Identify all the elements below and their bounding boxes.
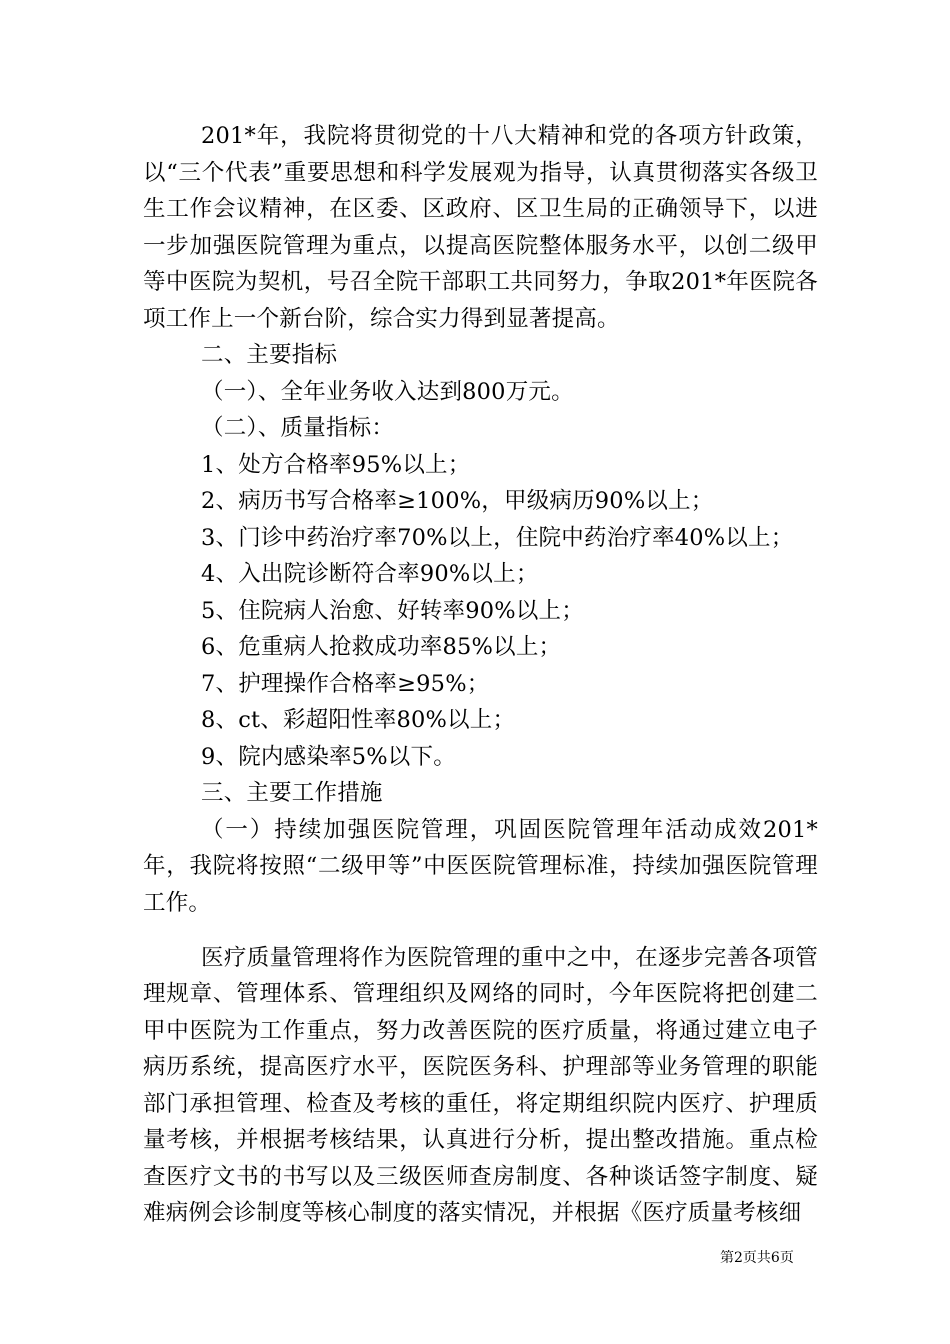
document-page	[143, 118, 818, 1232]
list-item: 9、院内感染率5%以下。	[201, 743, 456, 770]
list-item: 7、护理操作合格率≥95%；	[201, 670, 490, 697]
list-item: 4、入出院诊断符合率90%以上；	[201, 561, 539, 587]
list-item: 2、病历书写合格率≥100%，甲级病历90%以上；	[201, 488, 714, 514]
list-item: 3、门诊中药治疗率70%以上，住院中药治疗率40%以上；	[201, 524, 794, 551]
measure-paragraph-1: （一）持续加强医院管理，巩固医院管理年活动成效201*年，我院将按照“二级甲等”中医医院管理标准，持续加强医院管理工作。	[143, 816, 818, 916]
list-item: 6、危重病人抢救成功率85%以上；	[201, 634, 562, 660]
list-item: 8、ct、彩超阳性率80%以上；	[201, 707, 516, 733]
quality-management-paragraph: 医疗质量管理将作为医院管理的重中之中，在逐步完善各项管理规章、管理体系、管理组织及网络的同时，今年医院将把创建二甲中医院为工作重点，努力改善医院的医疗质量，将通过建立电子病历系统，提高医疗水平，医院医务科、护理部等业务管理的职能部门承担管理、检查及考核的重任，将定期组织院内医疗、护理质量考核，并根据考核结果，认真进行分析，提出整改措施。重点检查医疗文书的书写以及三级医师查房制度、各种谈话签字制度、疑难病例会诊制度等核心制度的落实情况，并根据《医疗质量考核细	[143, 944, 818, 1226]
list-item: 1、处方合格率95%以上；	[201, 451, 471, 478]
section-heading-main-indicators: 二、主要指标	[201, 342, 338, 368]
intro-paragraph: 201*年，我院将贯彻党的十八大精神和党的各项方针政策，以“三个代表”重要思想和科学发展观为指导，认真贯彻落实各级卫生工作会议精神，在区委、区政府、区卫生局的正确领导下，以进一步加强医院管理为重点，以提高医院整体服务水平，以创二级甲等中医院为契机，号召全院干部职工共同努力，争取201*年医院各项工作上一个新台阶，综合实力得到显著提高。	[143, 123, 818, 332]
section-heading-work-measures: 三、主要工作措施	[201, 780, 383, 806]
list-item: 5、住院病人治愈、好转率90%以上；	[201, 597, 584, 624]
indicator-revenue: （一）、全年业务收入达到800万元。	[201, 378, 574, 405]
page-number: 第2页共6页	[720, 1250, 794, 1266]
indicator-quality-heading: （二）、质量指标：	[201, 415, 395, 441]
